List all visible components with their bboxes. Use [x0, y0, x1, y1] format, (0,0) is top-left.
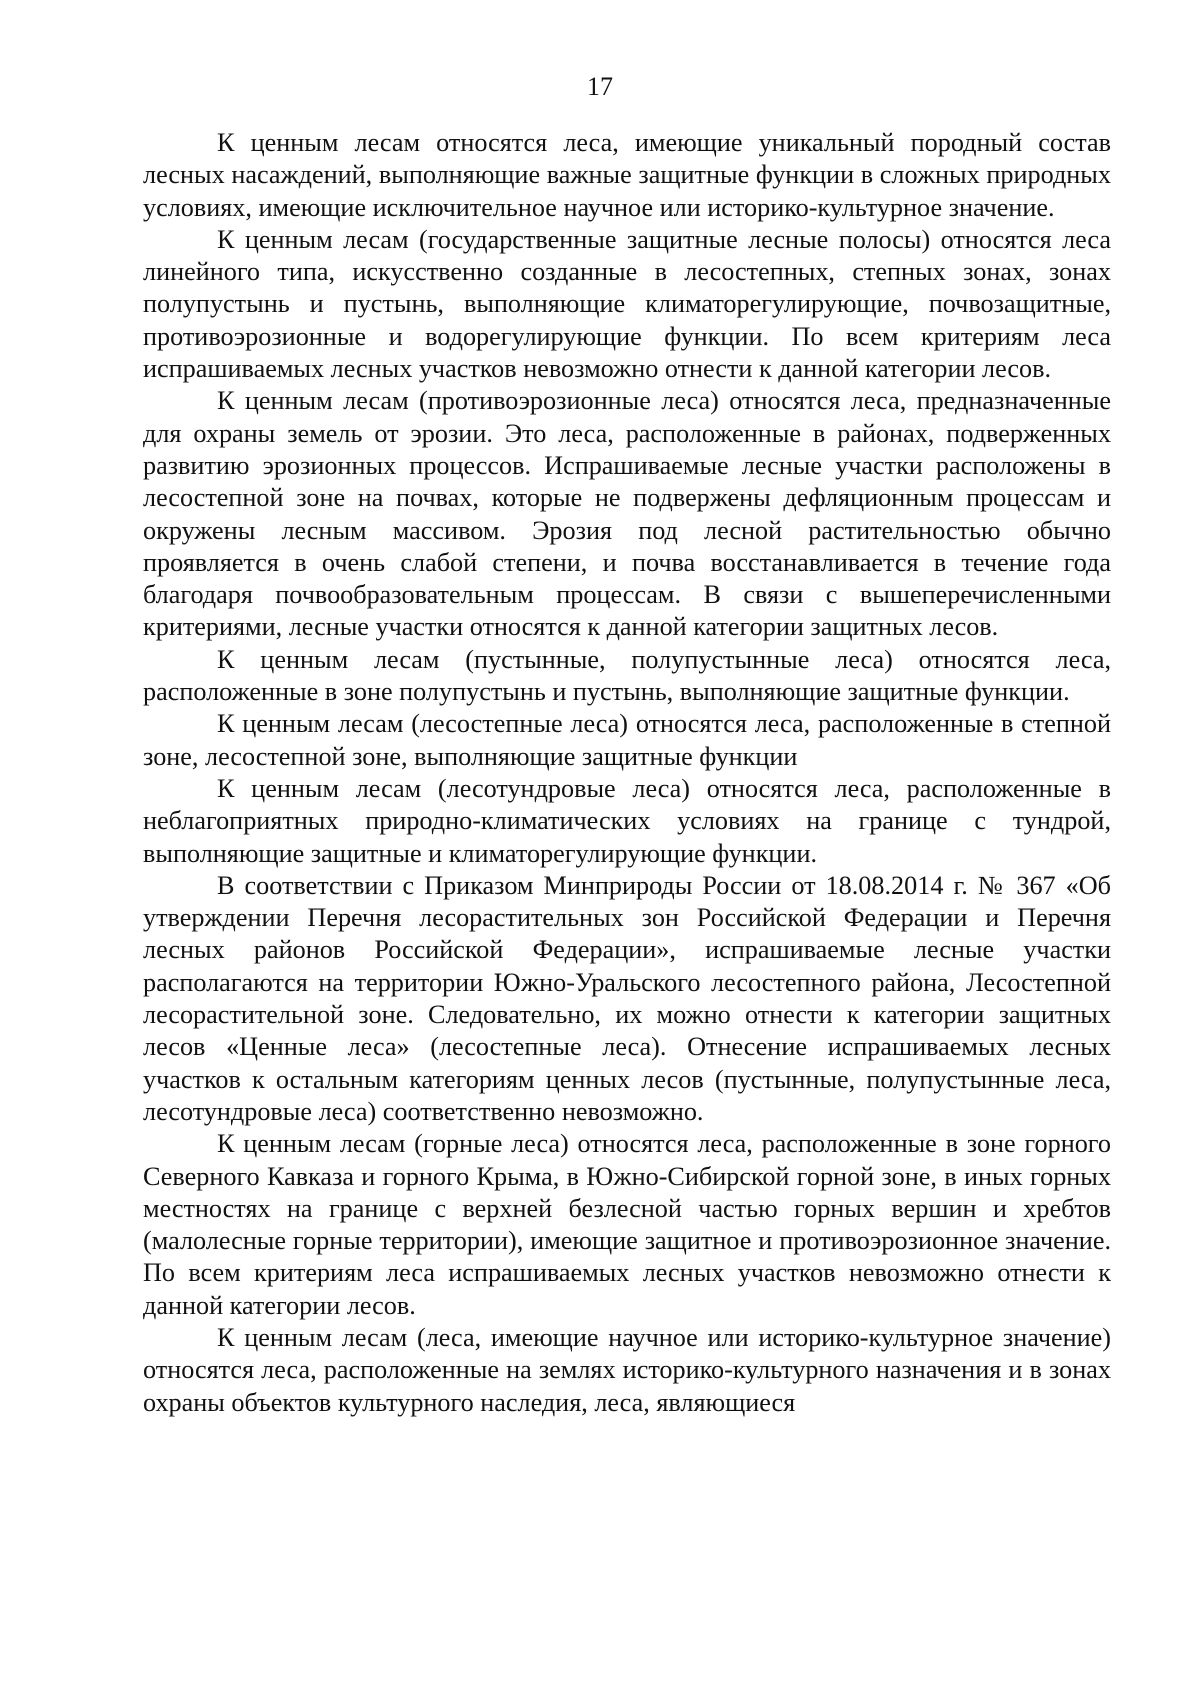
paragraph-scientific-cultural-forests: К ценным лесам (леса, имеющие научное или историко-культурное значение) относятся леса, расположенные на землях историко-культурного назначения и в зонах охраны объектов культурного наследия, леса, являющиеся: [143, 1322, 1111, 1417]
paragraph-forest-steppe-forests: К ценным лесам (лесостепные леса) относятся леса, расположенные в степной зоне, лесостепной зоне, выполняющие защитные функции: [143, 709, 1111, 771]
page-number: 17: [587, 72, 613, 101]
paragraph-anti-erosion-forests: К ценным лесам (противоэрозионные леса) относятся леса, предназначенные для охраны земель от эрозии. Это леса, расположенные в районах, подверженных развитию эрозионных процессов. Испрашиваемые лесные участки расположены в лесостепной зоне на почвах, которые не подвержены дефляционным процессам и окружены лесным массивом. Эрозия под лесной растительностью обычно проявляется в очень слабой степени, и почва восстанавливается в течение года благодаря почвообразовательным процессам. В связи с вышеперечисленными критериями, лесные участки относятся к данной категории защитных лесов.: [143, 386, 1111, 642]
paragraph-protective-forest-strips: К ценным лесам (государственные защитные лесные полосы) относятся леса линейного типа, искусственно созданные в лесостепных, степных зонах, зонах полупустынь и пустынь, выполняющие климаторегулирующие, почвозащитные, противоэрозионные и водорегулирующие функции. По всем критериям леса испрашиваемых лесных участков невозможно отнести к данной категории лесов.: [143, 224, 1111, 384]
paragraph-forest-tundra-forests: К ценным лесам (лесотундровые леса) относятся леса, расположенные в неблагоприятных природно-климатических условиях на границе с тундрой, выполняющие защитные и климаторегулирующие функции.: [143, 773, 1111, 868]
paragraph-mountain-forests: К ценным лесам (горные леса) относятся леса, расположенные в зоне горного Северного Кавказа и горного Крыма, в Южно-Сибирской горной зоне, в иных горных местностях на границе с верхней безлесной частью горных вершин и хребтов (малолесные горные территории), имеющие защитное и противоэрозионное значение. По всем критериям леса испрашиваемых лесных участков невозможно отнести к данной категории лесов.: [143, 1129, 1111, 1320]
document-body: [143, 127, 1111, 1419]
paragraph-valuable-forests-definition: К ценным лесам относятся леса, имеющие уникальный породный состав лесных насаждений, выполняющие важные защитные функции в сложных природных условиях, имеющие исключительное научное или историко-культурное значение.: [143, 128, 1111, 222]
paragraph-ministry-order-reference: В соответствии с Приказом Минприроды России от 18.08.2014 г. № 367 «Об утверждении Перечня лесорастительных зон Российской Федерации и Перечня лесных районов Российской Федерации», испрашиваемые лесные участки располагаются на территории Южно-Уральского лесостепного района, Лесостепной лесорастительной зоне. Следовательно, их можно отнести к категории защитных лесов «Ценные леса» (лесостепные леса). Отнесение испрашиваемых лесных участков к остальным категориям ценных лесов (пустынные, полупустынные леса, лесотундровые леса) соответственно невозможно.: [143, 870, 1111, 1126]
paragraph-desert-forests: К ценным лесам (пустынные, полупустынные леса) относятся леса, расположенные в зоне полупустынь и пустынь, выполняющие защитные функции.: [143, 644, 1111, 707]
